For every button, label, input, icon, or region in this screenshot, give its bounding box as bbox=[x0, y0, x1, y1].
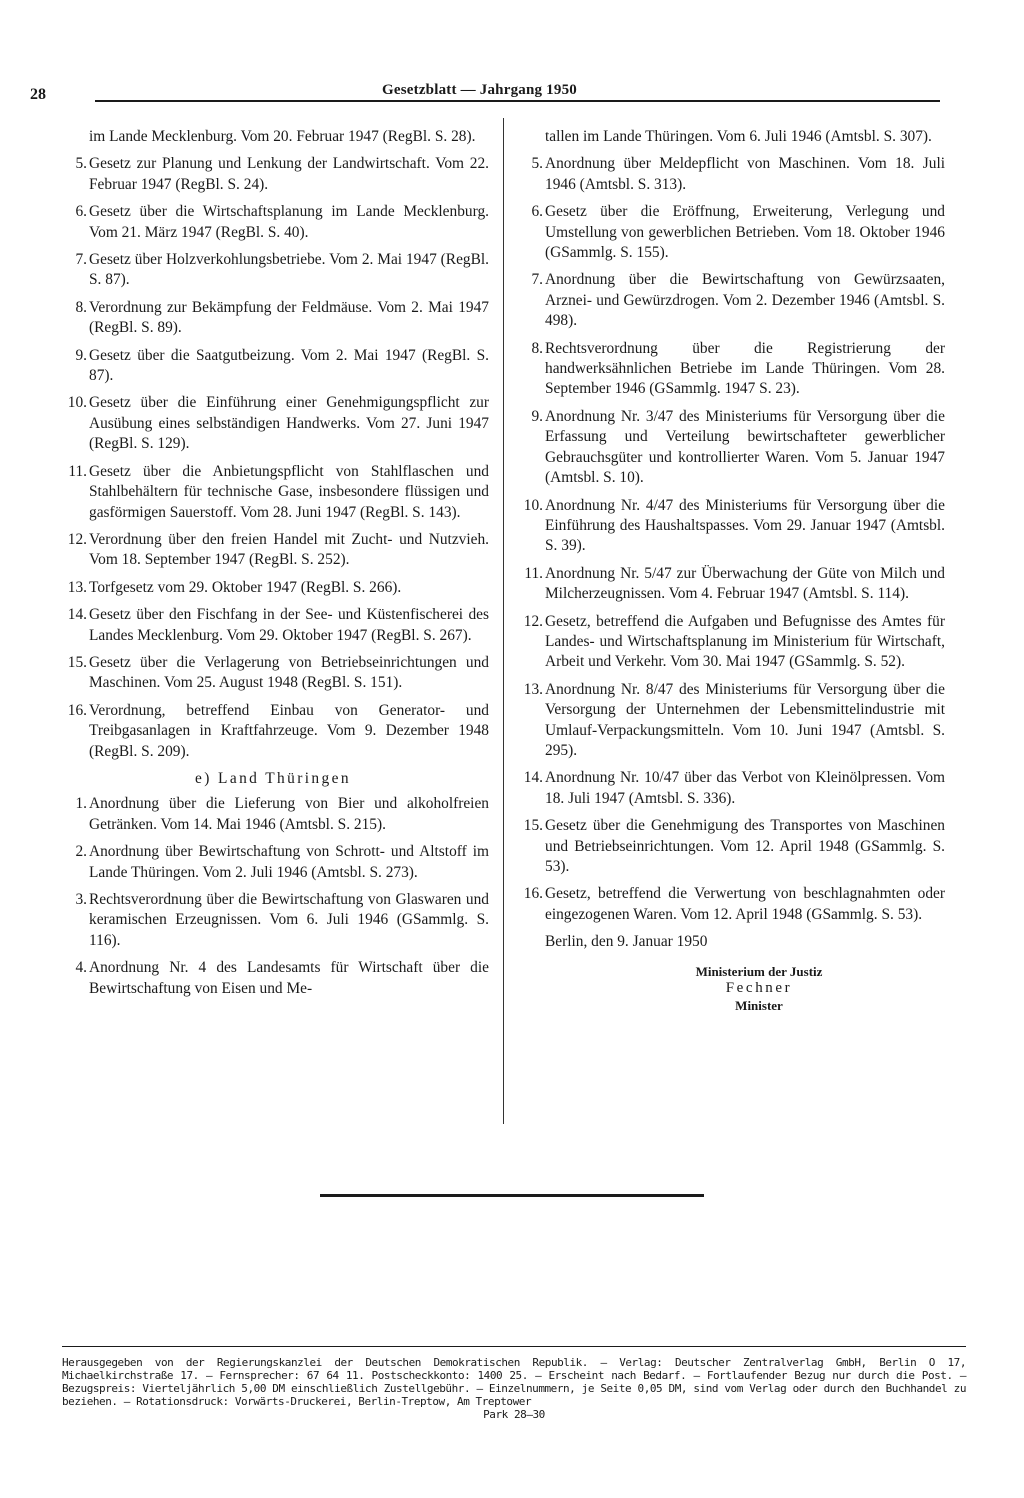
list-item bbox=[57, 958, 489, 999]
left-continuation: im Lande Mecklenburg. Vom 20. Februar 1947 (RegBl. S. 28). bbox=[89, 128, 476, 145]
item-number: 10. bbox=[523, 496, 543, 514]
list-item bbox=[513, 154, 945, 195]
list-item bbox=[57, 794, 489, 835]
header-rule bbox=[95, 100, 940, 102]
list-item bbox=[57, 578, 489, 598]
item-text: Verordnung zur Bekämpfung der Feldmäuse. Vom 2. Mai 1947 (RegBl. S. 89). bbox=[89, 298, 489, 337]
item-text: Verordnung, betreffend Einbau von Generator- und Treibgasanlagen in Kraftfahrzeuge. Vom 9. Dezember 1948 (RegBl. S. 209). bbox=[89, 701, 489, 760]
list-item bbox=[513, 496, 945, 557]
item-number: 11. bbox=[524, 564, 543, 582]
imprint bbox=[62, 1356, 966, 1421]
list-item bbox=[513, 202, 945, 263]
item-number: 6. bbox=[531, 203, 543, 221]
list-item bbox=[57, 250, 489, 291]
item-text: Gesetz über die Verlagerung von Betriebseinrichtungen und Maschinen. Vom 25. August 1948 (RegBl. S. 151). bbox=[89, 653, 489, 692]
item-text: Gesetz über den Fischfang in der See- und Küstenfischerei des Landes Mecklenburg. Vom 29. Oktober 1947 (RegBl. S. 267). bbox=[89, 606, 489, 644]
page-number: 28 bbox=[30, 86, 46, 103]
item-text: Gesetz, betreffend die Aufgaben und Befugnisse des Amtes für Landes- und Wirtschaftsplanung im Ministerium für Wirtschaft, Arbeit und Verkehr. Vom 30. Mai 1947 (GSammlg. S. 52). bbox=[545, 612, 945, 671]
item-number: 1. bbox=[75, 795, 87, 813]
item-number: 5. bbox=[75, 155, 87, 173]
list-item bbox=[57, 202, 489, 243]
item-text: Gesetz über Holzverkohlungsbetriebe. Vom 2. Mai 1947 (RegBl. S. 87). bbox=[89, 251, 489, 289]
list-item bbox=[57, 605, 489, 646]
signature-ministry: Ministerium der Justiz bbox=[695, 963, 823, 979]
list-item bbox=[57, 346, 489, 387]
list-item bbox=[513, 612, 945, 673]
item-number: 12. bbox=[67, 530, 87, 548]
list-item bbox=[513, 270, 945, 331]
item-number: 16. bbox=[523, 885, 543, 903]
item-text: Anordnung Nr. 5/47 zur Überwachung der Güte von Milch und Milcherzeugnissen. Vom 4. Februar 1947 (Amtsbl. S. 114). bbox=[545, 564, 945, 603]
running-title: Gesetzblatt — Jahrgang 1950 bbox=[382, 82, 577, 98]
item-number: 14. bbox=[67, 606, 87, 624]
item-text: Anordnung Nr. 8/47 des Ministeriums für Versorgung über die Versorgung der Unternehmen der Lebensmittelindustrie mit Umlauf-Verpackungsmitteln. Vom 10. Juni 1947 (Amtsbl. S. 295). bbox=[545, 680, 945, 759]
item-text: Gesetz über die Wirtschaftsplanung im Lande Mecklenburg. Vom 21. März 1947 (RegBl. S. 40). bbox=[89, 203, 489, 241]
item-text: Gesetz über die Genehmigung des Transportes von Maschinen und Betriebseinrichtungen. Vom 12. April 1948 (GSammlg. S. 53). bbox=[545, 817, 945, 875]
item-number: 4. bbox=[75, 959, 87, 977]
list-item bbox=[57, 393, 489, 454]
signature-title: Minister bbox=[735, 997, 783, 1013]
item-text: Gesetz über die Saatgutbeizung. Vom 2. Mai 1947 (RegBl. S. 87). bbox=[89, 346, 489, 385]
item-text: Gesetz über die Eröffnung, Erweiterung, Verlegung und Umstellung von gewerblichen Betrieben. Vom 18. Oktober 1946 (GSammlg. S. 155). bbox=[545, 203, 945, 262]
list-item bbox=[57, 530, 489, 571]
item-number: 13. bbox=[67, 578, 87, 596]
item-text: Anordnung über Bewirtschaftung von Schrott- und Altstoff im Lande Thüringen. Vom 2. Juli 1946 (Amtsbl. S. 273). bbox=[89, 843, 489, 881]
item-text: Anordnung über Meldepflicht von Maschinen. Vom 18. Juli 1946 (Amtsbl. S. 313). bbox=[545, 155, 945, 193]
right-continuation: tallen im Lande Thüringen. Vom 6. Juli 1946 (Amtsbl. S. 307). bbox=[545, 128, 932, 145]
list-item bbox=[513, 407, 945, 489]
left-entry-list bbox=[57, 154, 489, 762]
list-item bbox=[57, 842, 489, 883]
imprint-last-line: Park 28—30 bbox=[483, 1408, 545, 1421]
item-number: 10. bbox=[67, 394, 87, 412]
item-number: 3. bbox=[75, 891, 87, 908]
item-text: Torfgesetz vom 29. Oktober 1947 (RegBl. S. 266). bbox=[89, 578, 402, 596]
item-number: 7. bbox=[531, 271, 543, 289]
item-text: Rechtsverordnung über die Bewirtschaftung von Glaswaren und keramischen Erzeugnissen. Vom 6. Juli 1946 (GSammlg. S. 116). bbox=[89, 891, 489, 949]
list-item bbox=[57, 701, 489, 762]
column-divider bbox=[503, 118, 504, 1124]
item-number: 9. bbox=[531, 407, 543, 425]
item-text: Verordnung über den freien Handel mit Zucht- und Nutzvieh. Vom 18. September 1947 (RegBl. S. 252). bbox=[89, 530, 489, 569]
item-text: Rechtsverordnung über die Registrierung der handwerksähnlichen Betriebe im Lande Thüringen. Vom 28. September 1946 (GSammlg. 1947 S. 23). bbox=[545, 339, 945, 398]
imprint-text: Herausgegeben von der Regierungskanzlei der Deutschen Demokratischen Republik. — Verlag: Deutscher Zentralverlag GmbH, Berlin O 17, Michaelkirchstraße 17. — Fernsprecher: 67 64 11. Postscheckkonto: 1400 25. — Erscheint nach Bedarf. — Fortlaufender Bezug nur durch die Post. — Bezugspreis: Vierteljährlich 5,00 DM einschließlich Zustellgebühr. — Einzelnummern, je Seite 0,05 DM, sind vom Verlag oder durch den Buchhandel zu beziehen. — Rotationsdruck: Vorwärts-Druckerei, Berlin-Treptow, Am Treptower bbox=[62, 1356, 966, 1408]
item-number: 13. bbox=[523, 680, 543, 698]
item-text: Gesetz zur Planung und Lenkung der Landwirtschaft. Vom 22. Februar 1947 (RegBl. S. 24). bbox=[89, 155, 489, 193]
right-entry-list bbox=[513, 154, 945, 925]
left-column bbox=[57, 127, 489, 1006]
end-rule bbox=[320, 1194, 704, 1197]
item-text: Anordnung Nr. 4 des Landesamts für Wirtschaft über die Bewirtschaftung von Eisen und Me- bbox=[89, 959, 489, 997]
item-number: 2. bbox=[75, 843, 87, 861]
item-number: 7. bbox=[75, 251, 87, 269]
thueringen-entry-list bbox=[57, 794, 489, 999]
item-text: Anordnung Nr. 10/47 über das Verbot von Kleinölpressen. Vom 18. Juli 1947 (Amtsbl. S. 336). bbox=[545, 769, 945, 807]
list-item bbox=[513, 680, 945, 762]
item-number: 8. bbox=[75, 298, 87, 316]
item-number: 15. bbox=[67, 653, 87, 671]
section-heading: e) Land Thüringen bbox=[195, 769, 351, 787]
list-item bbox=[57, 154, 489, 195]
place-date: Berlin, den 9. Januar 1950 bbox=[545, 933, 708, 951]
item-number: 8. bbox=[531, 339, 543, 357]
list-item bbox=[57, 298, 489, 339]
item-text: Gesetz über die Anbietungspflicht von Stahlflaschen und Stahlbehältern für technische Gase, insbesondere flüssigen und gasförmigen Sauerstoff. Vom 28. Juni 1947 (RegBl. S. 143). bbox=[89, 462, 489, 521]
list-item bbox=[57, 462, 489, 523]
item-text: Gesetz über die Einführung einer Genehmigungspflicht zur Ausübung eines selbständigen Handwerks. Vom 27. Juni 1947 (RegBl. S. 129). bbox=[89, 394, 489, 453]
list-item bbox=[513, 564, 945, 605]
signature-name: Fechner bbox=[725, 979, 793, 996]
item-number: 14. bbox=[523, 769, 543, 787]
item-text: Anordnung über die Lieferung von Bier und alkoholfreien Getränken. Vom 14. Mai 1946 (Amtsbl. S. 215). bbox=[89, 795, 489, 833]
list-item bbox=[513, 768, 945, 809]
list-item bbox=[57, 890, 489, 951]
item-number: 11. bbox=[68, 462, 87, 480]
item-number: 9. bbox=[75, 346, 87, 364]
item-number: 6. bbox=[75, 203, 87, 221]
item-text: Anordnung über die Bewirtschaftung von Gewürzsaaten, Arznei- und Gewürzdrogen. Vom 2. Dezember 1946 (Amtsbl. S. 498). bbox=[545, 271, 945, 330]
item-number: 15. bbox=[523, 817, 543, 835]
item-text: Anordnung Nr. 4/47 des Ministeriums für Versorgung über die Einführung des Haushaltspasses. Vom 29. Januar 1947 (Amtsbl. S. 39). bbox=[545, 496, 945, 555]
item-number: 12. bbox=[523, 612, 543, 630]
item-number: 5. bbox=[531, 155, 543, 173]
list-item bbox=[513, 884, 945, 925]
list-item bbox=[513, 816, 945, 877]
list-item bbox=[57, 653, 489, 694]
imprint-rule bbox=[62, 1346, 966, 1347]
list-item bbox=[513, 339, 945, 400]
item-text: Anordnung Nr. 3/47 des Ministeriums für Versorgung über die Erfassung und Verteilung bewirtschafteter gewerblicher Gebrauchsgüter und kontrollierter Waren. Vom 5. Januar 1947 (Amtsbl. S. 10). bbox=[545, 407, 945, 487]
item-number: 16. bbox=[67, 701, 87, 719]
item-text: Gesetz, betreffend die Verwertung von beschlagnahmten oder eingezogenen Waren. Vom 12. April 1948 (GSammlg. S. 53). bbox=[545, 885, 945, 923]
right-column bbox=[513, 127, 945, 1014]
